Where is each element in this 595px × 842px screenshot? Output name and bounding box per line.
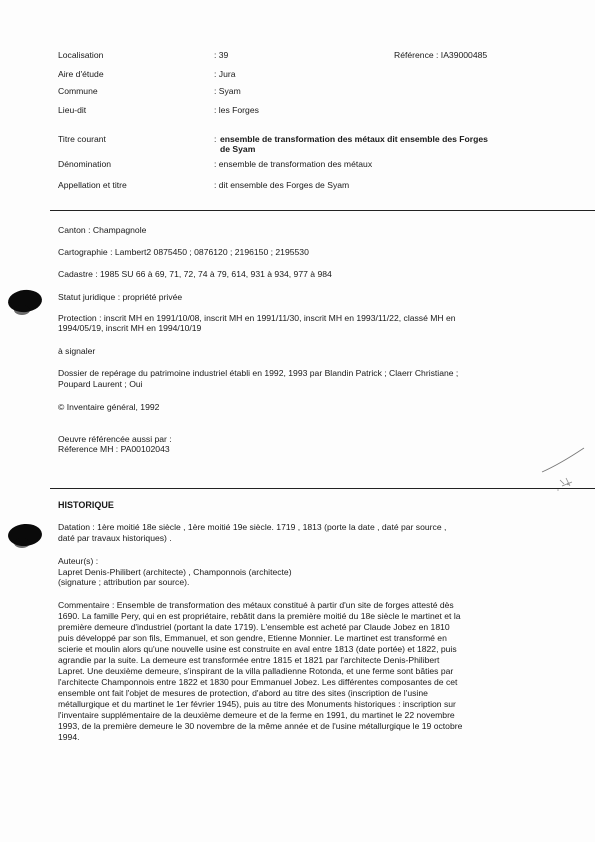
datation-line2: daté par travaux historiques) . — [58, 533, 172, 543]
commentaire-line: scierie et moulin alors qu'une nouvelle usine est construite en aval entre 1813 (date portée) et 1822, puis — [58, 644, 457, 654]
reference-mh-line: Réference MH : PA00102043 — [58, 444, 170, 454]
datation-line1: Datation : 1ère moitié 18e siècle , 1ère moitié 19e siècle. 1719 , 1813 (porte la date , daté par source , — [58, 522, 447, 532]
commune-label: Commune — [58, 86, 98, 96]
titre-courant-label: Titre courant — [58, 134, 106, 144]
punch-hole-top-shadow — [14, 305, 30, 315]
denomination-value: : ensemble de transformation des métaux — [214, 159, 373, 169]
localisation-value: : 39 — [214, 50, 229, 60]
commentaire-line: 1994. — [58, 732, 80, 742]
commentaire-line: métallurgique et du martinet le 1er février 1945), puis au titre des Monuments historiques : inscription sur — [58, 699, 456, 709]
aire-etude-label: Aire d'étude — [58, 69, 104, 79]
lieu-dit-value: : les Forges — [214, 105, 259, 115]
titre-courant-colon: : — [214, 134, 217, 144]
commentaire-line: 1690. La famille Pery, qui en est propriétaire, rebâtit dans la première moitié du 18e siècle le martinet et la — [58, 611, 461, 621]
commentaire-line: l'architecte Champonnois entre 1822 et 1830 pour Emmanuel Jobez. Les différentes composantes de cet — [58, 677, 458, 687]
commentaire-line: 1993, de la première demeure le 30 novembre de la même année et de l'usine métallurgique le 19 octobre — [58, 721, 463, 731]
protection-line1: Protection : inscrit MH en 1991/10/08, inscrit MH en 1991/11/30, inscrit MH en 1993/11/22, classé MH en — [58, 313, 456, 323]
appellation-value: : dit ensemble des Forges de Syam — [214, 180, 350, 190]
cadastre-line: Cadastre : 1985 SU 66 à 69, 71, 72, 74 à 79, 614, 931 à 934, 977 à 984 — [58, 269, 332, 279]
aire-etude-value: : Jura — [214, 69, 236, 79]
protection-line2: 1994/05/19, inscrit MH en 1994/10/19 — [58, 323, 202, 333]
dossier-line2: Poupard Laurent ; Oui — [58, 379, 143, 389]
commentaire-line: l'inventaire supplémentaire de la deuxième demeure et de la ferme en 1991, du martinet le 22 novembre — [58, 710, 455, 720]
dossier-line1: Dossier de repérage du patrimoine industriel établi en 1992, 1993 par Blandin Patrick ; Claerr Christiane ; — [58, 368, 459, 378]
header-divider — [50, 210, 595, 211]
canton-line: Canton : Champagnole — [58, 225, 147, 235]
statut-juridique-line: Statut juridique : propriété privée — [58, 292, 183, 302]
a-signaler-line: à signaler — [58, 346, 96, 356]
commentaire-line: première demeure d'industriel (portant la date 1719). L'ensemble est acheté par Claude Jobez en 1810 — [58, 622, 450, 632]
commentaire-line: Lapret. Une deuxième demeure, s'inspirant de la villa palladienne Rotonda, et une ferme sont bâties par — [58, 666, 454, 676]
commentaire-line: ensemble ont fait l'objet de mesures de protection, d'abord au titre des sites (inscription de l'usine — [58, 688, 428, 698]
commentaire-line: Commentaire : Ensemble de transformation des métaux constitué à partir d'un site de forges attesté dès — [58, 600, 454, 610]
commentaire-line: agrandie par la suite. La demeure est transformée entre 1815 et 1821 par l'architecte Denis-Philibert — [58, 655, 440, 665]
titre-courant-line1: ensemble de transformation des métaux dit ensemble des Forges — [220, 134, 488, 144]
punch-hole-bottom-shadow — [14, 538, 30, 548]
appellation-label: Appellation et titre — [58, 180, 127, 190]
auteurs-line1: Lapret Denis-Philibert (architecte) , Champonnois (architecte) — [58, 567, 292, 577]
scan-smudge-mark — [540, 440, 590, 500]
historique-heading: HISTORIQUE — [58, 500, 114, 510]
oeuvre-referencee-label: Oeuvre référencée aussi par : — [58, 434, 172, 444]
historique-divider — [50, 488, 595, 489]
titre-courant-line2: de Syam — [220, 144, 256, 154]
copyright-line: © Inventaire général, 1992 — [58, 402, 160, 412]
denomination-label: Dénomination — [58, 159, 112, 169]
commune-value: : Syam — [214, 86, 241, 96]
cartographie-line: Cartographie : Lambert2 0875450 ; 0876120 ; 2196150 ; 2195530 — [58, 247, 309, 257]
localisation-label: Localisation — [58, 50, 104, 60]
reference-number: Référence : IA39000485 — [394, 50, 488, 60]
commentaire-line: puis développé par son fils, Emmanuel, et son gendre, Etienne Monnier. Le martinet est transformé en — [58, 633, 447, 643]
lieu-dit-label: Lieu-dit — [58, 105, 87, 115]
auteurs-label: Auteur(s) : — [58, 556, 99, 566]
auteurs-line2: (signature ; attribution par source). — [58, 577, 190, 587]
